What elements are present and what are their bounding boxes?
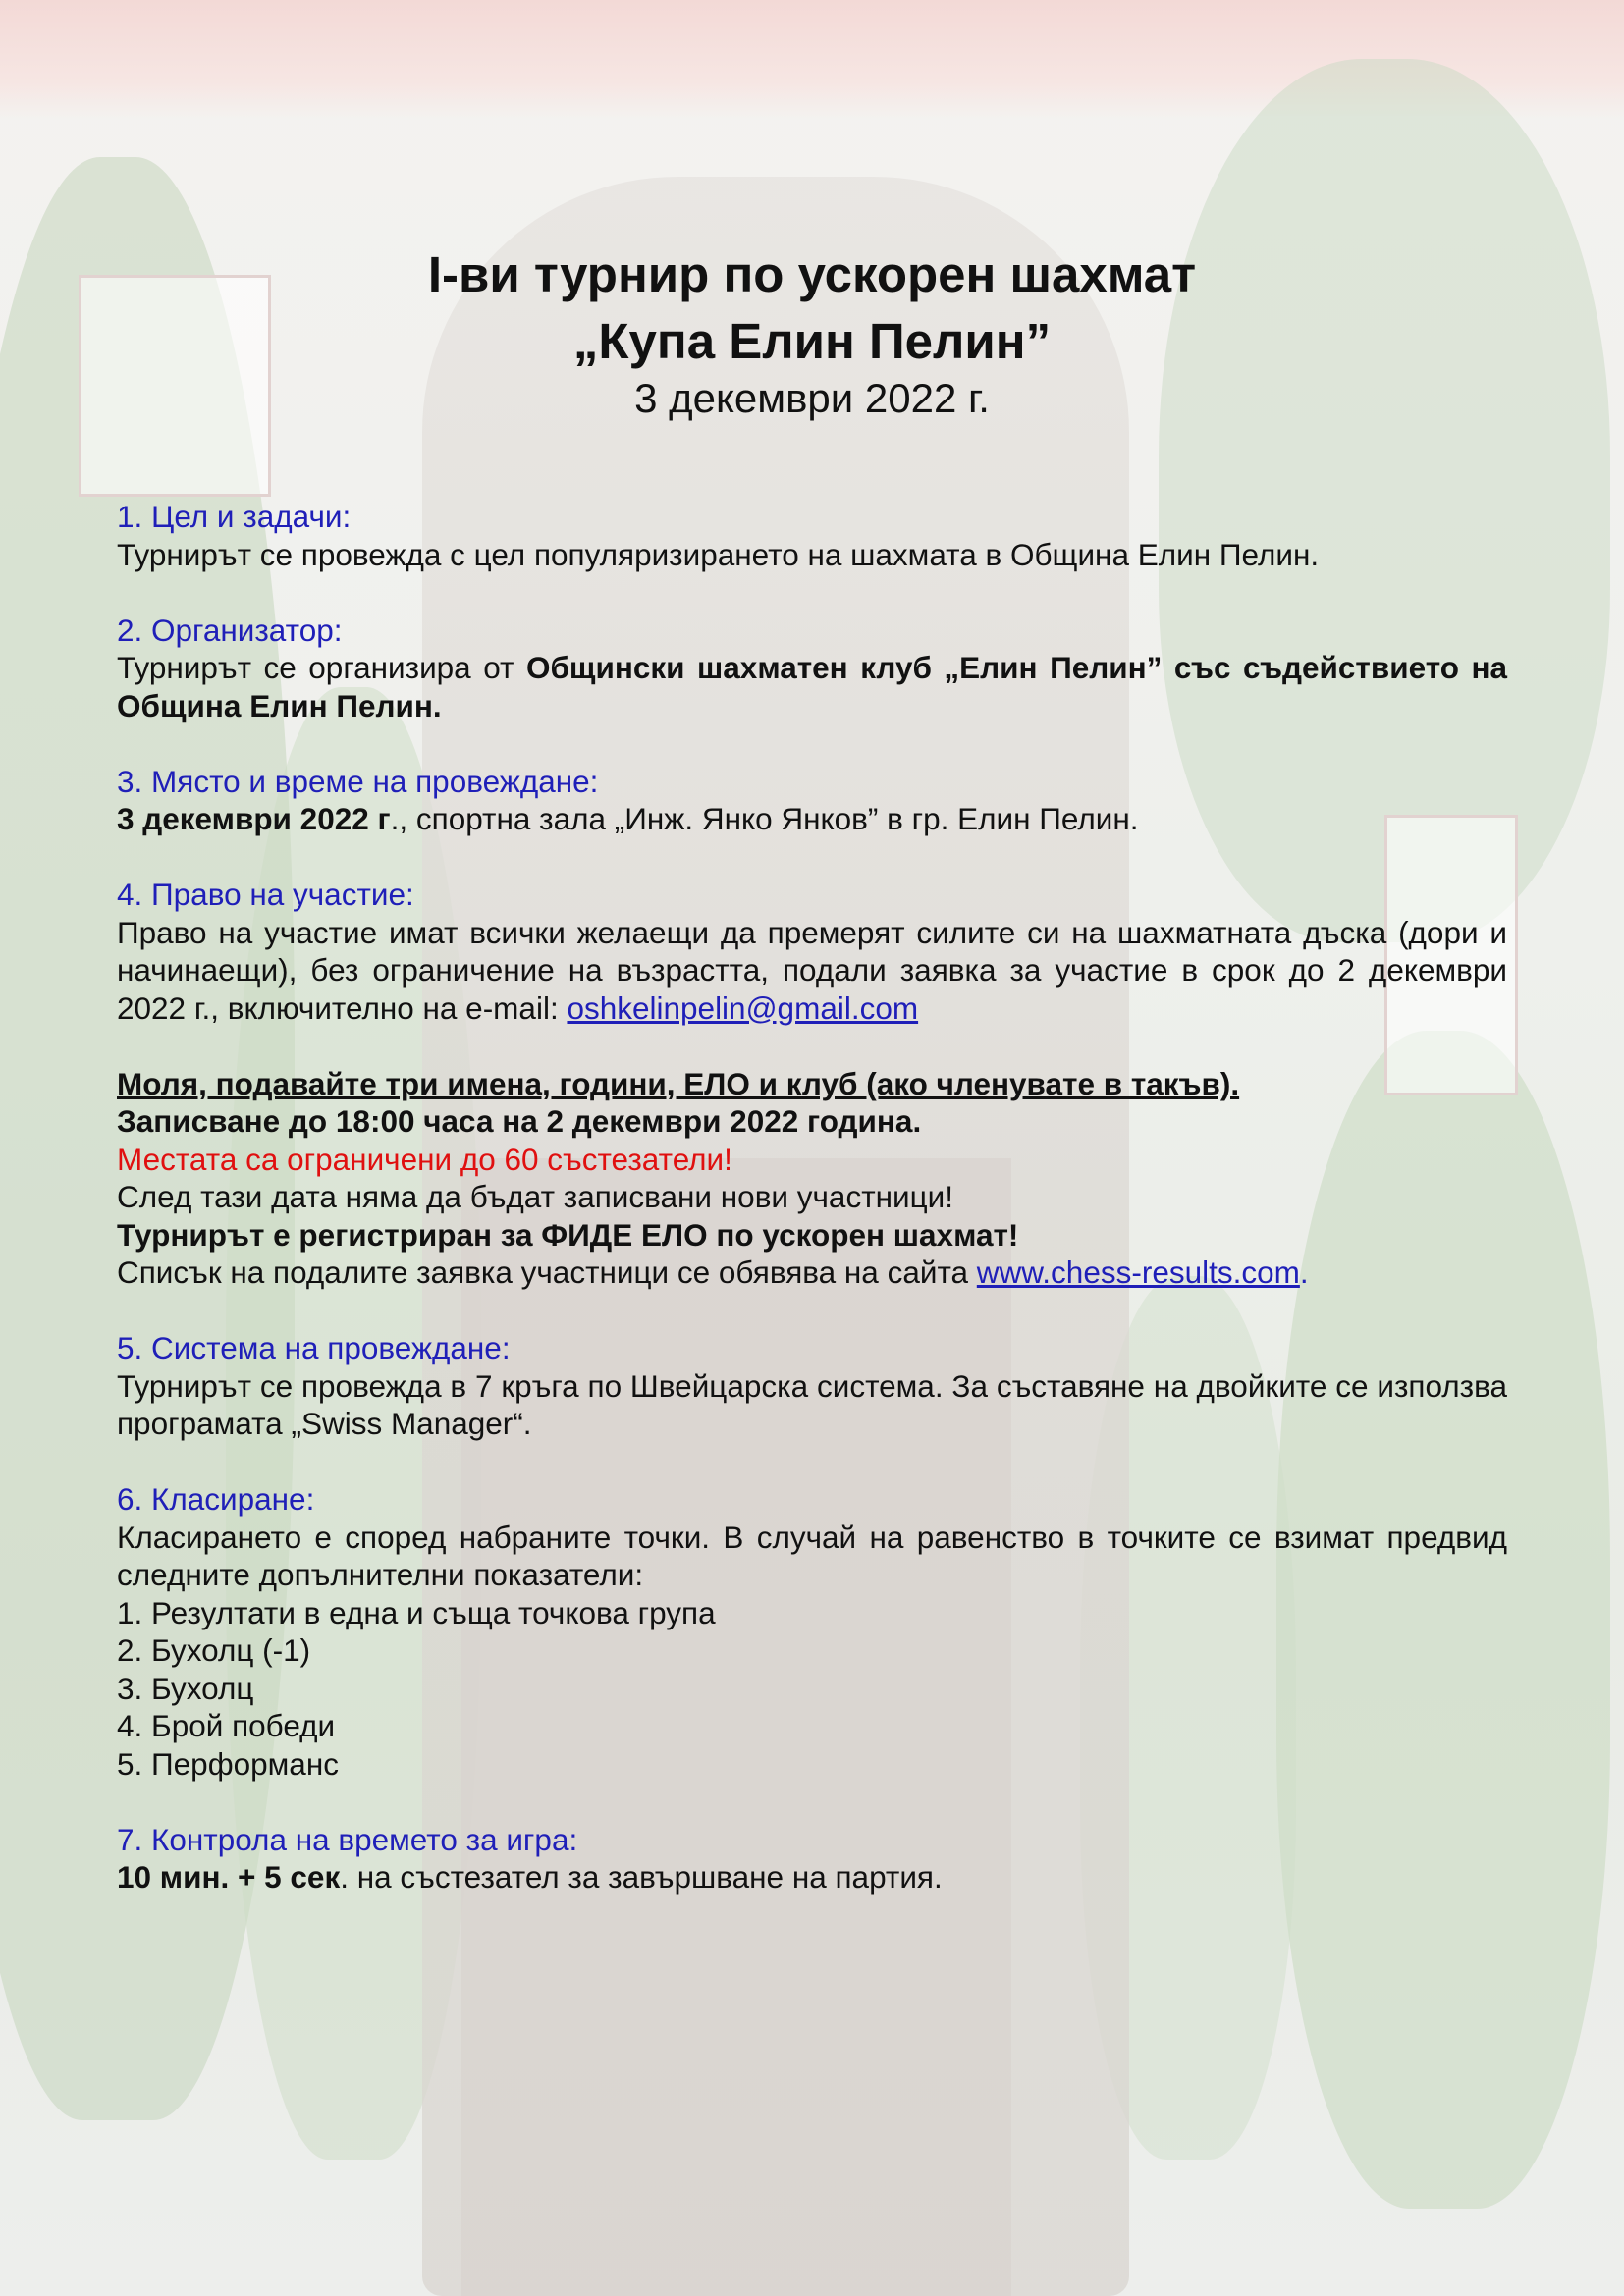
section-7-text bbox=[117, 1858, 1507, 1896]
section-3-text bbox=[117, 800, 1507, 838]
section-5-heading: 5. Система на провеждане: bbox=[117, 1330, 511, 1365]
section-6-heading: 6. Класиране: bbox=[117, 1481, 315, 1517]
section-7-heading: 7. Контрола на времето за игра: bbox=[117, 1821, 578, 1857]
section-7-time: 10 мин. + 5 сек bbox=[117, 1859, 341, 1895]
section-3-date: 3 декември 2022 г bbox=[117, 801, 391, 836]
notes-line-6-text: Списък на подалите заявка участници се обявява на сайта bbox=[117, 1255, 977, 1290]
section-2-text-bold: Общински шахматен клуб „Елин Пелин” със съдействието на Община Елин Пелин. bbox=[117, 650, 1507, 723]
list-item: 5. Перформанс bbox=[117, 1745, 339, 1782]
regulations-body bbox=[117, 498, 1507, 1896]
section-6-text: Класирането е според набраните точки. В случай на равенство в точките се взимат предвид следните допълнителни показатели: bbox=[117, 1519, 1507, 1592]
page-title: I-ви турнир по ускорен шахмат bbox=[427, 246, 1197, 302]
section-2-text bbox=[117, 649, 1507, 724]
section-4-text bbox=[117, 914, 1507, 1028]
section-4-heading: 4. Право на участие: bbox=[117, 877, 414, 912]
notes-line-1: Моля, подавайте три имена, години, ЕЛО и клуб (ако членувате в такъв). bbox=[117, 1065, 1240, 1101]
section-2-heading: 2. Организатор: bbox=[117, 612, 343, 648]
notes-line-6 bbox=[117, 1254, 1507, 1292]
list-item: 2. Бухолц (-1) bbox=[117, 1632, 311, 1668]
section-2-text-prefix: Турнирът се организира от bbox=[117, 650, 526, 685]
notes-line-2: Записване до 18:00 часа на 2 декември 2022 година. bbox=[117, 1103, 922, 1139]
section-1-text: Турнирът се провежда с цел популяризирането на шахмата в Община Елин Пелин. bbox=[117, 536, 1320, 572]
list-item: 1. Резултати в една и съща точкова група bbox=[117, 1594, 716, 1630]
event-date: 3 декември 2022 г. bbox=[634, 375, 990, 421]
list-item: 4. Брой победи bbox=[117, 1708, 336, 1743]
section-3-venue: ., спортна зала „Инж. Янко Янков” в гр. Елин Пелин. bbox=[390, 801, 1139, 836]
section-5-text: Турнирът се провежда в 7 кръга по Швейцарска система. За съставяне на двойките се използва програмата „Swiss Manager“. bbox=[117, 1367, 1507, 1441]
notes-line-3: Местата са ограничени до 60 състезатели! bbox=[117, 1141, 732, 1177]
notes-line-6-end: . bbox=[1299, 1255, 1309, 1290]
email-link[interactable]: oshkelinpelin@gmail.com bbox=[567, 989, 919, 1026]
section-3-heading: 3. Място и време на провеждане: bbox=[117, 763, 599, 799]
notes-line-5: Турнирът е регистриран за ФИДЕ ЕЛО по ускорен шахмат! bbox=[117, 1216, 1019, 1253]
notes-line-4: След тази дата няма да бъдат записвани нови участници! bbox=[117, 1179, 954, 1214]
section-1-heading: 1. Цел и задачи: bbox=[117, 499, 352, 534]
section-7-desc: . на състезател за завършване на партия. bbox=[340, 1859, 943, 1895]
list-item: 3. Бухолц bbox=[117, 1670, 254, 1706]
page-subtitle: „Купа Елин Пелин” bbox=[572, 313, 1052, 369]
chess-results-link[interactable]: www.chess-results.com bbox=[976, 1255, 1300, 1290]
section-4-body: Право на участие имат всички желаещи да премерят силите си на шахматната дъска (дори и начинаещи), без ограничение на възрастта, подали заявка за участие в срок до 2 декември 2022 г., включително на e-mail: bbox=[117, 914, 1507, 1026]
